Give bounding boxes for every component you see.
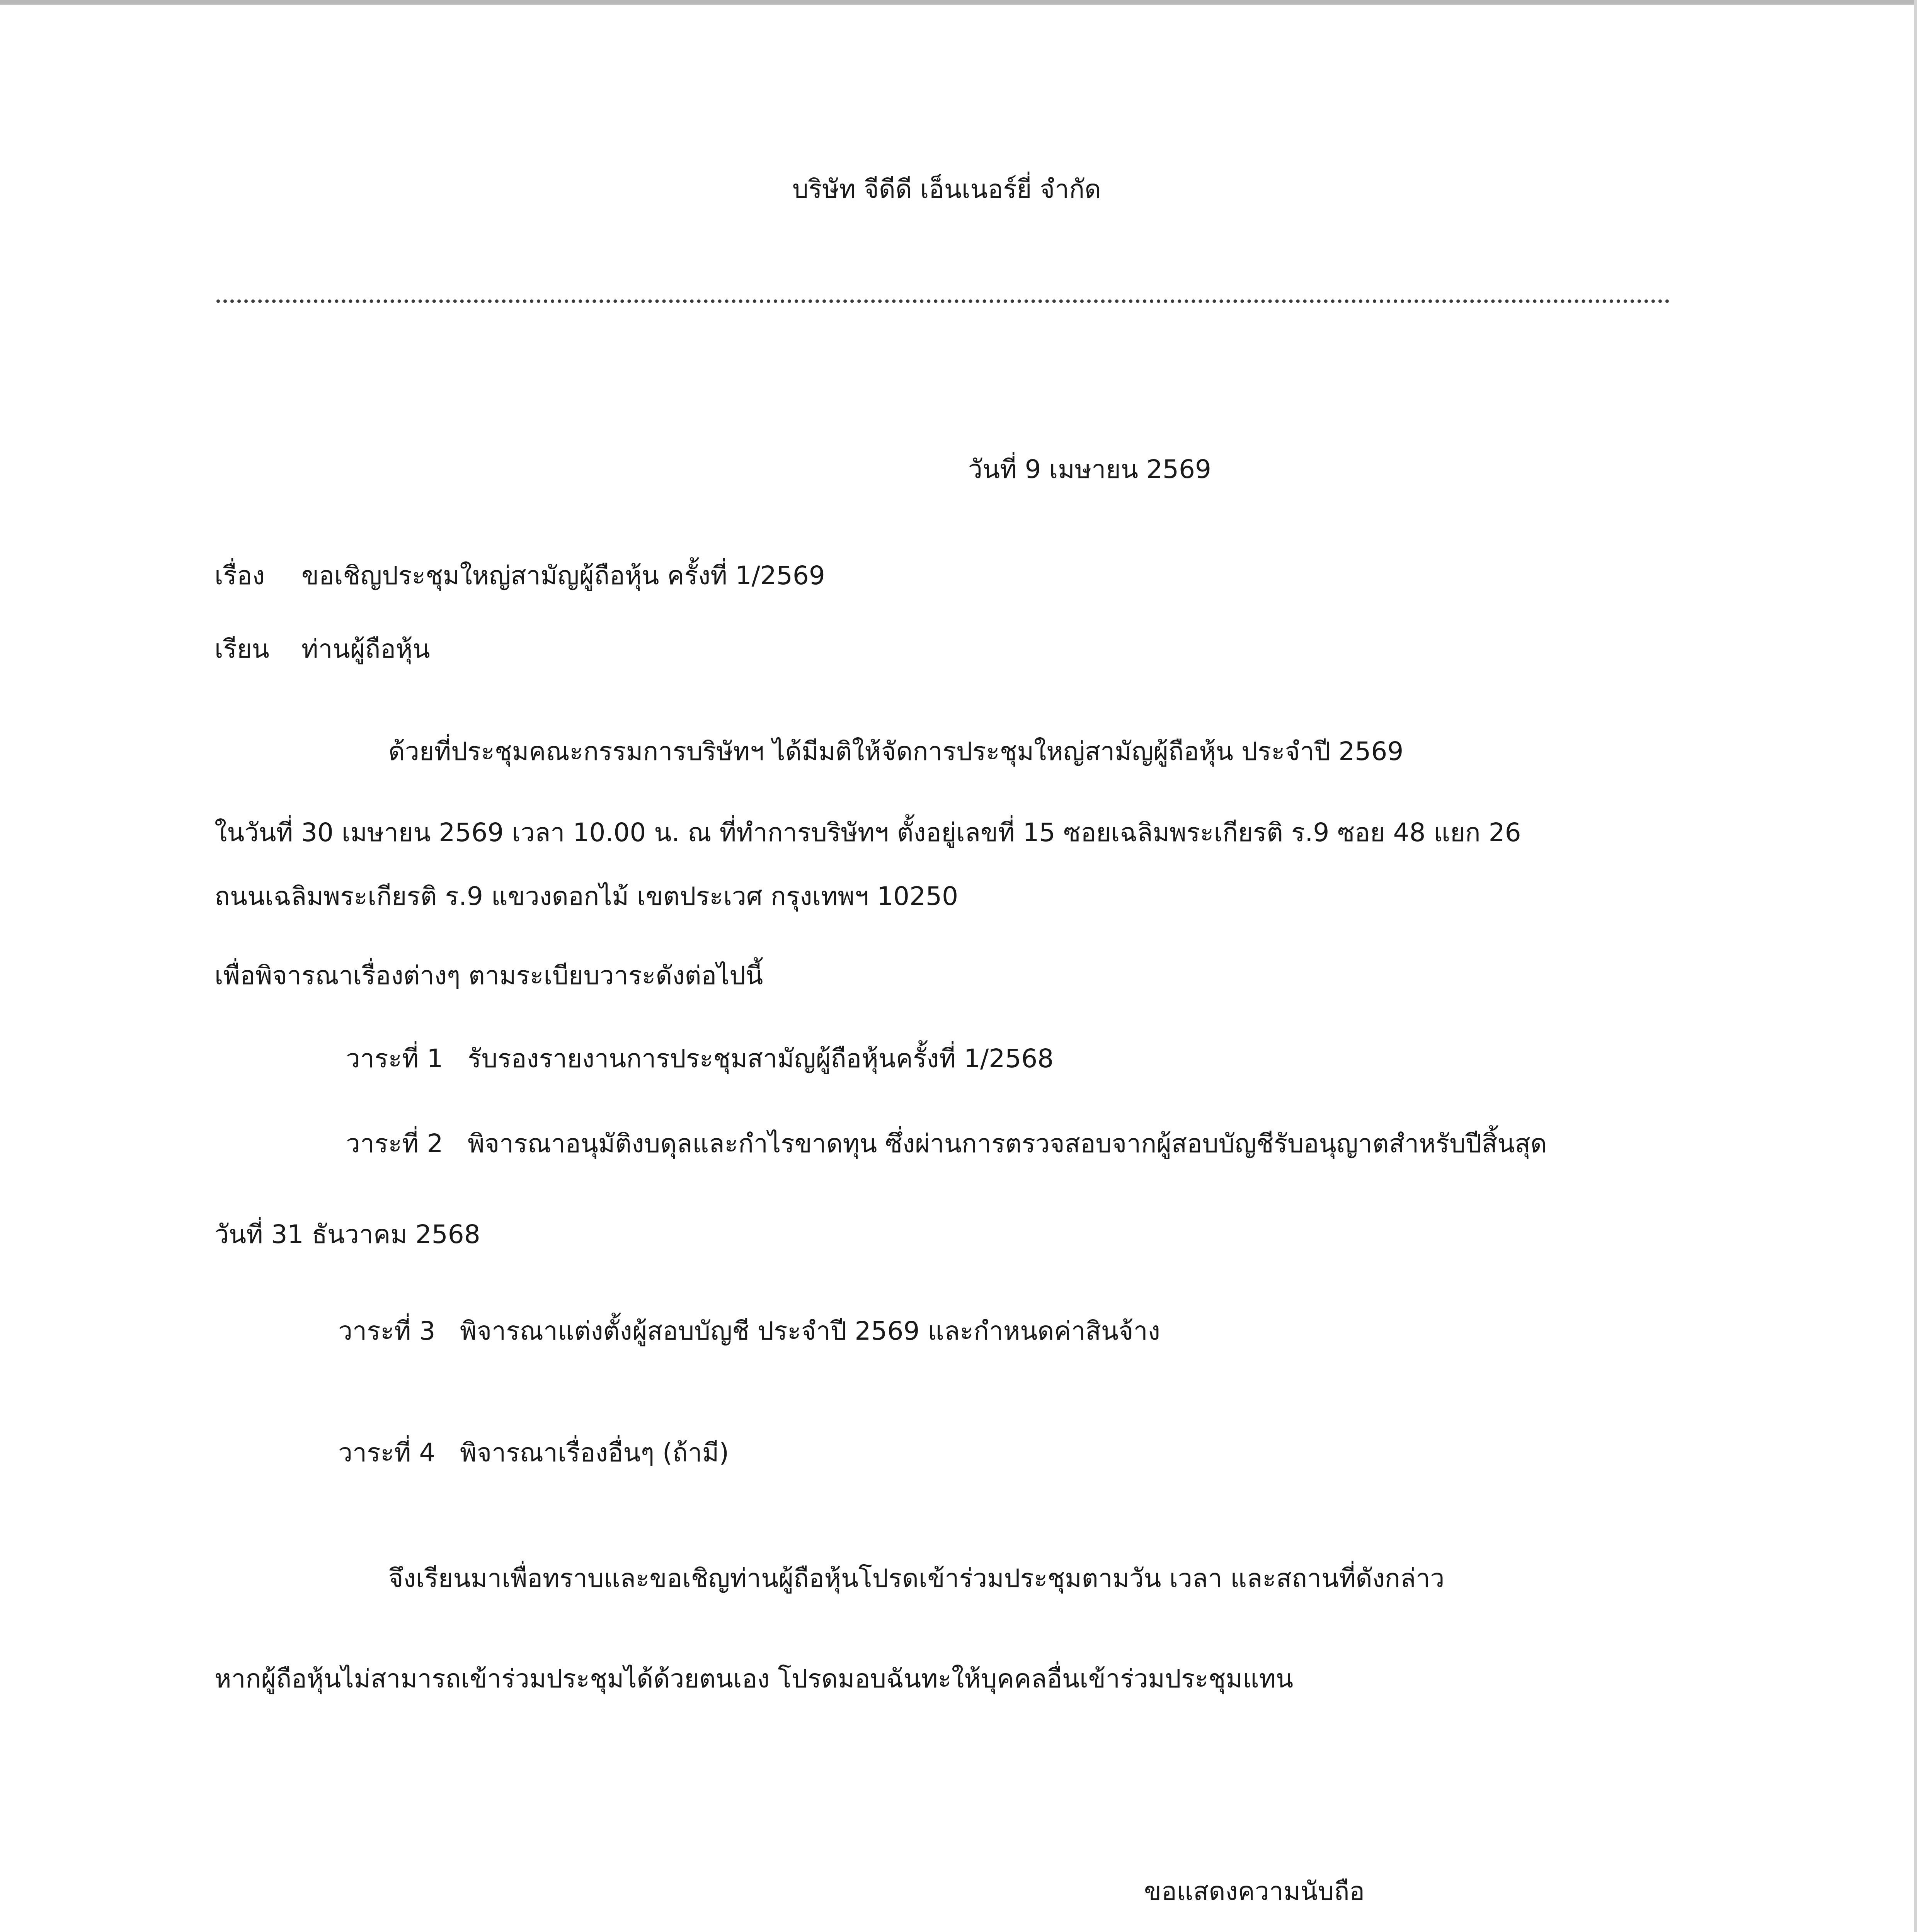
addressee-text: ท่านผู้ถือหุ้น	[301, 634, 430, 664]
company-stamp-logo	[572, 1928, 935, 1932]
company-name-heading: บริษัท จีดีดี เอ็นเนอร์ยี่ จำกัด	[792, 174, 1101, 204]
subject-label: เรื่อง	[215, 561, 265, 590]
agenda-1-text: รับรองรายงานการประชุมสามัญผู้ถือหุ้นครั้งที่ 1/2568	[468, 1044, 1054, 1073]
date-line: วันที่ 9 เมษายน 2569	[968, 454, 1211, 484]
agenda-2-label: วาระที่ 2	[346, 1129, 443, 1158]
letterhead-divider	[216, 299, 1670, 303]
body-para1-line1: ด้วยที่ประชุมคณะกรรมการบริษัทฯ ได้มีมติให้จัดการประชุมใหญ่สามัญผู้ถือหุ้น ประจำปี 2569	[388, 736, 1404, 766]
scan-edge-top	[0, 0, 1917, 5]
closing-line1: จึงเรียนมาเพื่อทราบและขอเชิญท่านผู้ถือหุ้นโปรดเข้าร่วมประชุมตามวัน เวลา และสถานที่ดังกล่าว	[388, 1563, 1445, 1593]
addressee-label: เรียน	[215, 634, 269, 664]
body-para1-line4: เพื่อพิจารณาเรื่องต่างๆ ตามระเบียบวาระดังต่อไปนี้	[215, 961, 763, 990]
agenda-2-continuation: วันที่ 31 ธันวาคม 2568	[215, 1219, 480, 1249]
scan-edge-right	[1914, 0, 1917, 1932]
subject-text: ขอเชิญประชุมใหญ่สามัญผู้ถือหุ้น ครั้งที่ 1/2569	[301, 561, 825, 590]
closing-line2: หากผู้ถือหุ้นไม่สามารถเข้าร่วมประชุมได้ด้วยตนเอง โปรดมอบฉันทะให้บุคคลอื่นเข้าร่วมประชุมแทน	[215, 1664, 1294, 1694]
body-para1-line2: ในวันที่ 30 เมษายน 2569 เวลา 10.00 น. ณ ที่ทำการบริษัทฯ ตั้งอยู่เลขที่ 15 ซอยเฉลิมพระเกียรติ ร.9 ซอย 48 แยก 26	[215, 818, 1521, 847]
regards-text: ขอแสดงความนับถือ	[1144, 1876, 1365, 1906]
agenda-3-text: พิจารณาแต่งตั้งผู้สอบบัญชี ประจำปี 2569 และกำหนดค่าสินจ้าง	[460, 1316, 1160, 1346]
agenda-3-label: วาระที่ 3	[338, 1316, 436, 1346]
agenda-4-label: วาระที่ 4	[338, 1438, 436, 1468]
agenda-2-text: พิจารณาอนุมัติงบดุลและกำไรขาดทุน ซึ่งผ่านการตรวจสอบจากผู้สอบบัญชีรับอนุญาตสำหรับปีสิ้นสุด	[468, 1129, 1547, 1158]
agenda-1-label: วาระที่ 1	[346, 1044, 443, 1073]
body-para1-line3: ถนนเฉลิมพระเกียรติ ร.9 แขวงดอกไม้ เขตประเวศ กรุงเทพฯ 10250	[215, 881, 958, 911]
agenda-4-text: พิจารณาเรื่องอื่นๆ (ถ้ามี)	[460, 1438, 729, 1468]
